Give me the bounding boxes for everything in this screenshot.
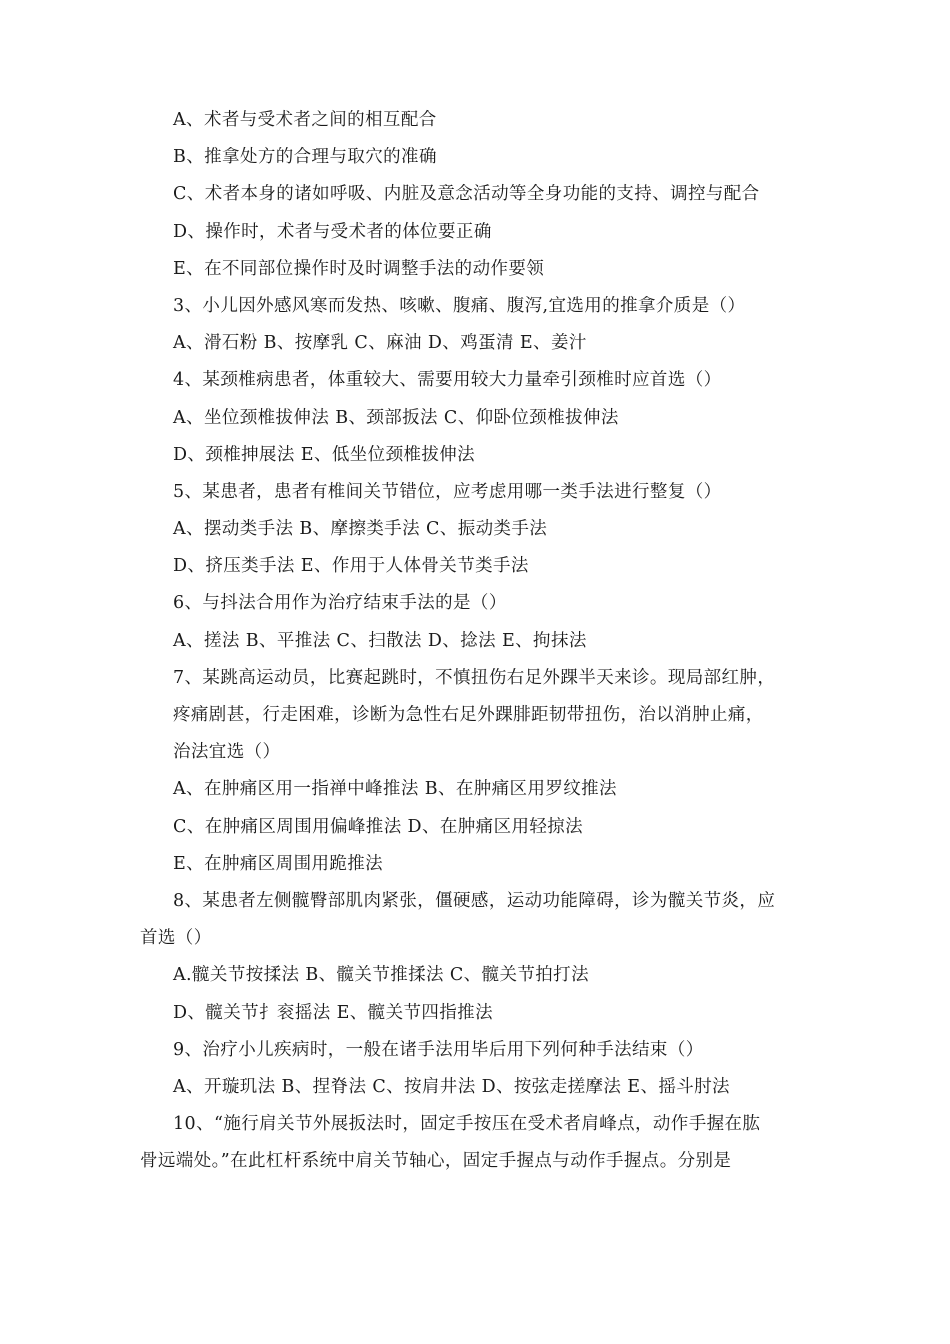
question-10-continued: 骨远端处。”在此杠杆系统中肩关节轴心，固定手握点与动作手握点。分别是 xyxy=(140,1151,732,1172)
question-5-options: A、摆动类手法 B、摩擦类手法 C、振动类手法 xyxy=(173,519,548,540)
question-8-options: D、髋关节扌衮摇法 E、髋关节四指推法 xyxy=(173,1002,493,1023)
question-4-options: A、坐位颈椎拔伸法 B、颈部扳法 C、仰卧位颈椎拔伸法 xyxy=(173,407,619,428)
question-text-block xyxy=(140,102,820,1180)
question-6: 6、与抖法合用作为治疗结束手法的是（） xyxy=(173,593,507,614)
question-6-options: A、搓法 B、平推法 C、扫散法 D、捻法 E、拘抹法 xyxy=(173,630,587,651)
question-9-options: A、开璇玑法 B、捏脊法 C、按肩井法 D、按弦走搓摩法 E、摇斗肘法 xyxy=(173,1076,730,1097)
question-7-continued: 疼痛剧甚，行走困难，诊断为急性右足外踝腓距韧带扭伤，治以消肿止痛， xyxy=(173,705,764,725)
question-8-continued: 首选（） xyxy=(140,928,212,949)
question-4: 4、某颈椎病患者，体重较大、需要用较大力量牵引颈椎时应首选（） xyxy=(173,370,722,391)
question-4-options: D、颈椎抻展法 E、低坐位颈椎拔伸法 xyxy=(173,444,476,465)
question-5: 5、某患者，患者有椎间关节错位，应考虑用哪一类手法进行整复（） xyxy=(173,481,722,502)
option-line: C、术者本身的诸如呼吸、内脏及意念活动等全身功能的支持、调控与配合 xyxy=(173,184,760,205)
question-7-options: C、在肿痛区周围用偏峰推法 D、在肿痛区用轻掠法 xyxy=(173,816,584,837)
question-7-continued: 治法宜选（） xyxy=(173,742,281,763)
question-7-options: E、在肿痛区周围用跪推法 xyxy=(173,853,384,874)
option-line: A、术者与受术者之间的相互配合 xyxy=(173,110,437,130)
question-7: 7、某跳高运动员，比赛起跳时，不慎扭伤右足外踝半天来诊。现局部红肿， xyxy=(173,667,776,688)
question-10: 10、“施行肩关节外展扳法时，固定手按压在受术者肩峰点，动作手握在肱 xyxy=(173,1114,761,1135)
question-8: 8、某患者左侧髋臀部肌肉紧张，僵硬感，运动功能障碍，诊为髋关节炎，应 xyxy=(173,890,776,911)
question-3: 3、小儿因外感风寒而发热、咳嗽、腹痛、腹泻,宜选用的推拿介质是（） xyxy=(173,295,746,316)
option-line: D、操作时，术者与受术者的体位要正确 xyxy=(173,221,492,242)
question-7-options: A、在肿痛区用一指禅中峰推法 B、在肿痛区用罗纹推法 xyxy=(173,779,617,800)
question-3-options: A、滑石粉 B、按摩乳 C、麻油 D、鸡蛋清 E、姜汁 xyxy=(173,333,587,354)
question-8-options: A.髋关节按揉法 B、髋关节推揉法 C、髋关节拍打法 xyxy=(173,965,589,986)
option-line: E、在不同部位操作时及时调整手法的动作要领 xyxy=(173,258,545,279)
option-line: B、推拿处方的合理与取穴的准确 xyxy=(173,147,437,168)
question-9: 9、治疗小儿疾病时，一般在诸手法用毕后用下列何种手法结束（） xyxy=(173,1039,704,1060)
question-5-options: D、挤压类手法 E、作用于人体骨关节类手法 xyxy=(173,556,529,577)
